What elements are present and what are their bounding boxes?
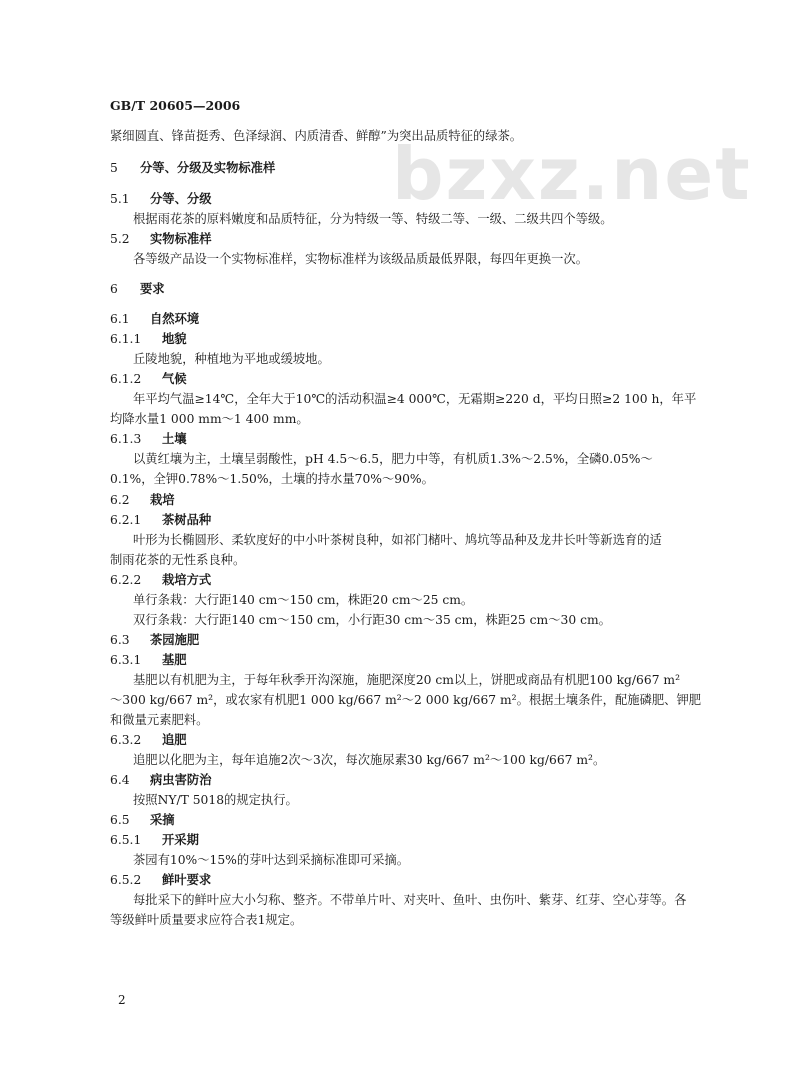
section-6-2-1-heading [110,512,211,528]
page-number: 2 [118,993,126,1007]
section-number: 6.2.2 [110,573,142,587]
section-number: 6.3.2 [110,733,142,747]
section-title: 实物标准样 [150,231,212,246]
section-6-5-2-heading [110,872,211,888]
section-title: 茶树品种 [162,512,212,527]
section-6-3-2-heading [110,732,187,748]
section-6-2-1-text-1: 叶形为长椭圆形、柔软度好的中小叶茶树良种，如祁门槠叶、鸠坑等品种及龙井长叶等新选育的适 [133,533,662,547]
section-number: 6 [110,282,118,296]
section-6-5-1-heading [110,832,199,848]
section-6-1-3-heading [110,431,187,447]
section-number: 6.4 [110,773,130,787]
section-number: 6.2 [110,493,130,507]
section-title: 气候 [162,371,187,386]
section-title: 追肥 [162,732,187,747]
section-6-3-1-heading [110,652,187,668]
section-6-2-1-text-2: 制雨花茶的无性系良种。 [110,553,246,567]
section-number: 6.2.1 [110,513,142,527]
section-6-4-heading [110,772,212,788]
intro-line: 紧细圆直、锋苗挺秀、色泽绿润、内质清香、鲜醇”为突出品质特征的绿茶。 [110,129,523,143]
section-6-1-heading [110,311,199,327]
section-6-2-heading [110,492,175,508]
section-6-5-heading [110,812,175,828]
section-6-4-text: 按照NY/T 5018的规定执行。 [133,793,298,807]
section-title: 土壤 [162,431,187,446]
section-number: 6.5.1 [110,833,142,847]
section-6-1-1-text: 丘陵地貌，种植地为平地或缓坡地。 [133,352,330,366]
section-6-2-2-heading [110,572,211,588]
watermark: bzxz.net [392,132,752,216]
section-6-3-1-text-2: ～300 kg/667 m²，或农家有机肥1 000 kg/667 m²～2 000 kg/667 m²。根据土壤条件，配施磷肥、钾肥 [110,693,702,707]
section-title: 地貌 [162,331,187,346]
section-6-2-2-text-2: 双行条栽：大行距140 cm～150 cm，小行距30 cm～35 cm，株距25 cm～30 cm。 [133,613,611,627]
section-5-heading [110,160,275,176]
section-title: 鲜叶要求 [162,872,212,887]
section-number: 6.5.2 [110,873,142,887]
section-number: 6.1 [110,312,130,326]
section-title: 基肥 [162,652,187,667]
section-6-1-3-text-1: 以黄红壤为主，土壤呈弱酸性，pH 4.5～6.5，肥力中等，有机质1.3%～2.5%，全磷0.05%～ [133,452,653,466]
section-6-3-heading [110,632,199,648]
section-6-1-3-text-2: 0.1%，全钾0.78%～1.50%，土壤的持水量70%～90%。 [110,472,434,486]
section-6-3-1-text-3: 和微量元素肥料。 [110,713,209,727]
section-6-5-1-text: 茶园有10%～15%的芽叶达到采摘标准即可采摘。 [133,853,410,867]
section-5-1-heading [110,191,212,207]
section-6-2-2-text-1: 单行条栽：大行距140 cm～150 cm，株距20 cm～25 cm。 [133,593,474,607]
section-6-heading [110,281,165,297]
section-title: 分等、分级 [150,191,212,206]
section-title: 自然环境 [150,311,200,326]
section-title: 栽培方式 [162,572,212,587]
section-number: 6.3 [110,633,130,647]
section-number: 6.3.1 [110,653,142,667]
section-title: 要求 [140,281,165,296]
section-number: 6.1.3 [110,432,142,446]
section-title: 分等、分级及实物标准样 [140,160,276,175]
section-5-2-heading [110,231,212,247]
section-number: 5.2 [110,232,130,246]
section-number: 6.1.2 [110,372,142,386]
section-title: 开采期 [162,832,199,847]
section-title: 栽培 [150,492,175,507]
section-6-3-1-text-1: 基肥以有机肥为主，于每年秋季开沟深施，施肥深度20 cm以上，饼肥或商品有机肥100 kg/667 m² [133,673,681,687]
section-title: 茶园施肥 [150,632,200,647]
section-title: 采摘 [150,812,175,827]
section-6-1-2-text-2: 均降水量1 000 mm～1 400 mm。 [110,412,309,426]
section-5-2-text: 各等级产品设一个实物标准样，实物标准样为该级品质最低界限，每四年更换一次。 [133,252,588,266]
section-number: 6.1.1 [110,332,142,346]
section-6-1-1-heading [110,331,187,347]
section-number: 5 [110,161,118,175]
standard-code-header: GB/T 20605—2006 [110,98,241,113]
section-6-1-2-text-1: 年平均气温≥14℃，全年大于10℃的活动积温≥4 000℃，无霜期≥220 d，平均日照≥2 100 h，年平 [133,392,697,406]
section-number: 6.5 [110,813,130,827]
section-6-3-2-text: 追肥以化肥为主，每年追施2次～3次，每次施尿素30 kg/667 m²～100 kg/667 m²。 [133,753,606,767]
section-title: 病虫害防治 [150,772,212,787]
section-6-5-2-text-1: 每批采下的鲜叶应大小匀称、整齐。不带单片叶、对夹叶、鱼叶、虫伤叶、紫芽、红芽、空心芽等。各 [133,893,687,907]
section-number: 5.1 [110,192,130,206]
section-6-5-2-text-2: 等级鲜叶质量要求应符合表1规定。 [110,913,303,927]
section-6-1-2-heading [110,371,187,387]
section-5-1-text: 根据雨花茶的原料嫩度和品质特征，分为特级一等、特级二等、一级、二级共四个等级。 [133,212,613,226]
